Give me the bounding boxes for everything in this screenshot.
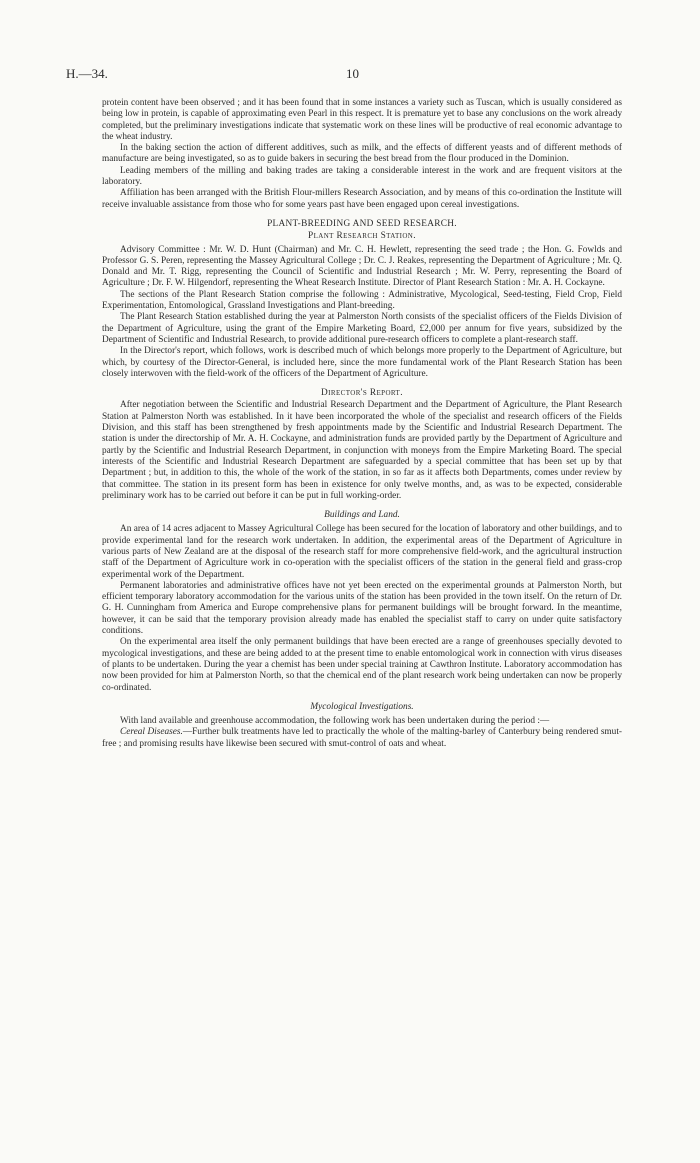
paragraph: Permanent laboratories and administrative offices have not yet been erected on the experimental grounds at Palmerston North, but efficient temporary laboratory accommodation for the various units of the station has been provided in the town itself. On the return of Dr. G. H. Cunningham from America and Europe comprehensive plans for permanent buildings will be brought forward. In the meantime, however, it can be said that the temporary provision already made has enabled the specialist staff to carry on under quite satisfactory conditions. [102,580,622,637]
subsection-heading-mycological-investigations: Mycological Investigations. [310,701,414,712]
paragraph: With land available and greenhouse accommodation, the following work has been undertaken during the period :— [120,716,550,727]
subsection-heading-plant-research-station: Plant Research Station. [308,231,416,242]
body-text [102,98,622,750]
paragraph: protein content have been observed ; and it has been found that in some instances a variety such as Tuscan, which is usually considered as being low in protein, is capable of approximating even Pearl in this respect. It is premature yet to base any conclusions on the work already completed, but the preliminary investigations indicate that systematic work on these lines will be productive of real economic advantage to the wheat industry. [102,98,622,142]
paragraph: An area of 14 acres adjacent to Massey Agricultural College has been secured for the location of laboratory and other buildings, and to provide experimental land for the research work undertaken. In addition, the experimental areas of the Department of Agriculture in various parts of New Zealand are at the disposal of the research staff for more comprehensive field-work, and the agricultural instruction staff of the Department of Agriculture work in co-operation with the specialist officers of the station in the general field and grass-crop experimental work of the Department. [102,524,622,580]
paragraph-text: —Further bulk treatments have led to practically the whole of the malting-barley of Canterbury being rendered smut-free ; and promising results have likewise been secured with smut-control of oats and wheat. [102,727,622,749]
section-heading-plant-breeding: PLANT-BREEDING AND SEED RESEARCH. [267,218,457,229]
report-reference: H.—34. [66,66,108,81]
paragraph: Affiliation has been arranged with the British Flour-millers Research Association, and by means of this co-ordination the Institute will receive invaluable assistance from those who for some years past have been engaged upon cereal investigations. [102,188,622,210]
paragraph: Advisory Committee : Mr. W. D. Hunt (Chairman) and Mr. C. H. Hewlett, representing the seed trade ; the Hon. G. Fowlds and Professor G. S. Peren, representing the Massey Agricultural College ; Dr. C. J. Reakes, representing the Department of Agriculture ; Mr. Q. Donald and Mr. T. Rigg, representing the Council of Scientific and Industrial Research ; Mr. W. Perry, representing the Board of Agriculture ; Dr. F. W. Hilgendorf, representing the Wheat Research Institute. Director of Plant Research Station : Mr. A. H. Cockayne. [102,244,622,289]
subsection-heading-buildings-and-land: Buildings and Land. [324,510,400,521]
paragraph-cereal-diseases [102,727,622,750]
paragraph: The sections of the Plant Research Station comprise the following : Administrative, Mycological, Seed-testing, Field Crop, Field Experimentation, Entomological, Grassland Investigations and Plant-breeding. [102,289,622,312]
run-in-heading-cereal-diseases: Cereal Diseases. [120,727,183,738]
running-head [66,66,632,82]
paragraph: Leading members of the milling and baking trades are taking a considerable interest in the work and are frequent visitors at the laboratory. [102,165,622,188]
paragraph: In the baking section the action of different additives, such as milk, and the effects of different yeasts and of different methods of manufacture are being investigated, so as to guide bakers in securing the best bread from the flour produced in the Dominion. [102,143,622,165]
paragraph: On the experimental area itself the only permanent buildings that have been erected are a range of greenhouses specially devoted to mycological investigations, and these are being added to at the present time to enable entomological work in connection with virus diseases of plants to be undertaken. During the year a chemist has been under special training at Cawthron Institute. Laboratory accommodation has now been provided for him at Palmerston North, so that the chemical end of the plant research work being undertaken can now be properly co-ordinated. [102,637,622,693]
paragraph: After negotiation between the Scientific and Industrial Research Department and the Department of Agriculture, the Plant Research Station at Palmerston North was established. In it have been incorporated the whole of the specialist and research officers of the Fields Division, and this staff has been strengthened by fresh appointments made by the Scientific and Industrial Research Department. The station is under the directorship of Mr. A. H. Cockayne, and administration funds are provided partly by the Department of Agriculture and partly by the Scientific and Industrial Research Department, in conjunction with moneys from the Empire Marketing Board. The special interests of the Scientific and Industrial Research Department are safeguarded by a special committee that has been set up by that Department ; but, in addition to this, the whole of the work of the station, in so far as it affects both Departments, comes under review by that committee. The station in its present form has been in existence for only twelve months, and, as was to be expected, considerable preliminary work has to be carried out before it can be put in full working-order. [102,400,622,501]
paragraph: The Plant Research Station established during the year at Palmerston North consists of the specialist officers of the Fields Division of the Department of Agriculture, using the grant of the Empire Marketing Board, £2,000 per annum for five years, subsidized by the Department of Scientific and Industrial Research, to provide additional pure-research officers to complete a plant-research staff. [102,312,622,345]
page-number: 10 [346,66,359,81]
subsection-heading-directors-report: Director's Report. [321,388,403,399]
paragraph: In the Director's report, which follows, work is described much of which belongs more properly to the Department of Agriculture, but which, by courtesy of the Director-General, is included here, since the more fundamental work of the Plant Research Station has been closely interwoven with the field-work of the officers of the Department of Agriculture. [102,346,622,379]
